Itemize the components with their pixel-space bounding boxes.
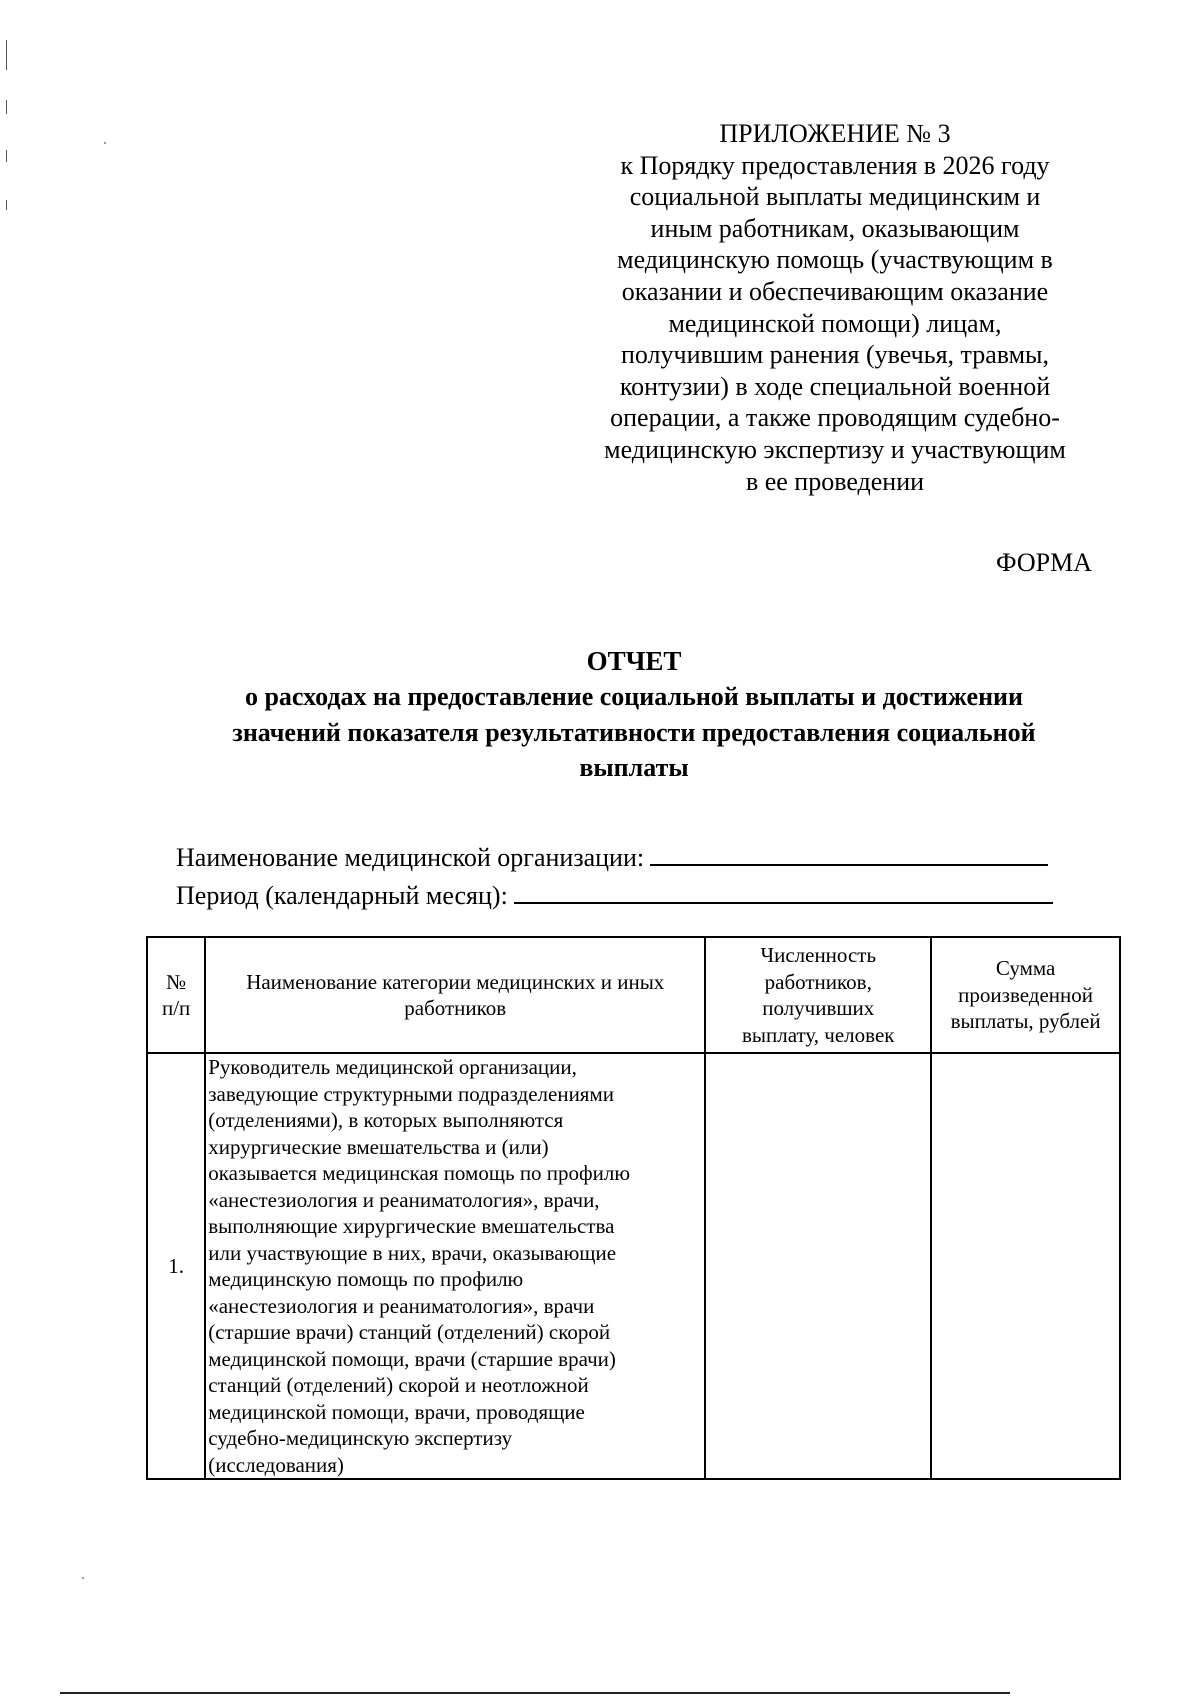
row-category-line: хирургические вмешательства и (или) <box>208 1134 549 1159</box>
header-number-line: № <box>166 969 187 994</box>
appendix-block <box>560 118 1110 497</box>
organization-field <box>176 838 1053 876</box>
appendix-line: медицинскую экспертизу и участвующим <box>604 434 1066 464</box>
row-category-line: или участвующие в них, врачи, оказывающие <box>208 1240 617 1265</box>
row-sum-cell[interactable] <box>931 1053 1120 1479</box>
row-category <box>205 1053 705 1479</box>
appendix-title: ПРИЛОЖЕНИЕ № 3 <box>719 119 951 148</box>
appendix-line: получившим ранения (увечья, травмы, <box>620 340 1050 370</box>
form-fields <box>176 838 1053 914</box>
row-category-line: Руководитель медицинской организации, <box>208 1055 577 1079</box>
header-count-line: выплату, человек <box>741 1022 895 1047</box>
period-input-line[interactable] <box>514 876 1053 904</box>
period-field <box>176 876 1053 914</box>
period-label: Период (календарный месяц): <box>176 881 508 910</box>
row-category-line: оказывается медицинская помощь по профилю <box>208 1161 631 1185</box>
header-number <box>147 937 205 1053</box>
report-heading <box>140 643 1128 786</box>
row-category-line: заведующие структурными подразделениями <box>208 1081 614 1106</box>
report-subtitle <box>140 679 1128 786</box>
appendix-line: контузии) в ходе специальной военной <box>619 371 1051 401</box>
row-category-line: (старшие врачи) станций (отделений) скорой <box>208 1320 611 1344</box>
report-table <box>146 936 1121 1480</box>
header-category-line: работников <box>404 996 507 1020</box>
row-category-line: выполняющие хирургические вмешательства <box>208 1214 615 1238</box>
header-sum <box>931 937 1120 1053</box>
scan-speck <box>82 1577 84 1579</box>
report-subtitle-line: значений показателя результативности предоставления социальной <box>232 717 1036 747</box>
row-category-line: «анестезиология и реаниматология», врачи <box>208 1293 595 1318</box>
scan-edge-mark <box>6 200 7 210</box>
header-sum-line: произведенной <box>958 982 1094 1007</box>
appendix-line: медицинской помощи) лицам, <box>668 308 1002 338</box>
header-count <box>705 937 931 1053</box>
appendix-line: к Порядку предоставления в 2026 году <box>620 150 1050 180</box>
row-category-line: «анестезиология и реаниматология», врачи, <box>208 1187 600 1212</box>
row-count-cell[interactable] <box>705 1053 931 1479</box>
header-number-line: п/п <box>161 996 191 1020</box>
header-sum-line: выплаты, рублей <box>950 1009 1101 1034</box>
row-category-line: медицинской помощи, врачи, проводящие <box>208 1399 585 1424</box>
organization-label: Наименование медицинской организации: <box>176 843 645 872</box>
table-header-row <box>147 937 1120 1053</box>
scan-edge-mark <box>6 150 7 162</box>
report-subtitle-line: о расходах на предоставление социальной выплаты и достижении <box>244 682 1024 711</box>
form-label: ФОРМА <box>996 548 1092 577</box>
header-sum-line: Сумма <box>995 956 1056 981</box>
row-category-line: медицинской помощи, врачи (старшие врачи) <box>208 1346 616 1371</box>
appendix-line: оказании и обеспечивающим оказание <box>621 276 1049 306</box>
row-category-line: станций (отделений) скорой и неотложной <box>208 1373 589 1397</box>
row-category-line: медицинскую помощь по профилю <box>208 1267 524 1291</box>
appendix-line: социальной выплаты медицинским и <box>629 182 1041 212</box>
table-row <box>147 1053 1120 1479</box>
header-category-line: Наименование категории медицинских и иных <box>246 969 665 994</box>
report-subtitle-line: выплаты <box>579 753 689 782</box>
row-category-line: (отделениями), в которых выполняются <box>208 1108 564 1132</box>
organization-input-line[interactable] <box>650 838 1048 866</box>
scan-edge-mark <box>6 100 7 114</box>
scan-edge-mark <box>6 40 7 70</box>
header-count-line: работников, <box>764 969 872 994</box>
header-category <box>205 937 705 1053</box>
scan-speck <box>104 142 106 144</box>
row-category-line: судебно-медицинскую экспертизу <box>208 1426 513 1450</box>
appendix-line: иным работникам, оказывающим <box>650 213 1020 243</box>
report-title: ОТЧЕТ <box>586 646 682 676</box>
scan-bottom-rule <box>60 1692 1010 1694</box>
appendix-line: медицинскую помощь (участвующим в <box>617 245 1053 275</box>
appendix-line: в ее проведении <box>745 466 925 496</box>
header-count-line: получивших <box>762 996 875 1020</box>
appendix-line: операции, а также проводящим судебно- <box>610 403 1060 433</box>
row-category-line: (исследования) <box>208 1452 344 1477</box>
row-number: 1. <box>147 1053 205 1479</box>
header-count-line: Численность <box>760 943 877 967</box>
